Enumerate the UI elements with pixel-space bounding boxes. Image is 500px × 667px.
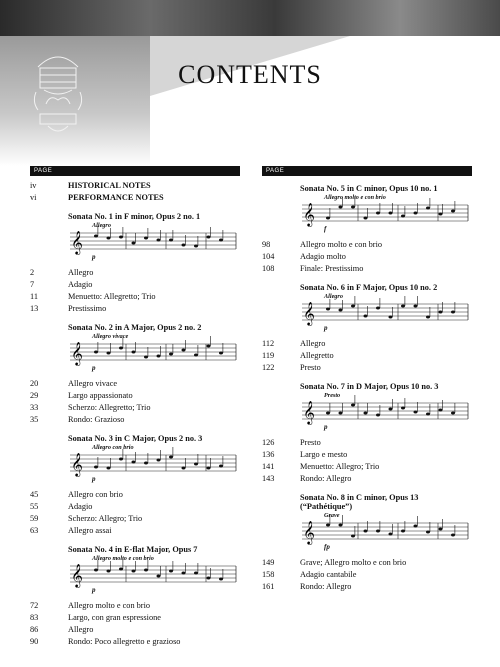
- toc-entry[interactable]: [262, 251, 472, 263]
- toc-entry[interactable]: [30, 390, 240, 402]
- movement-title: Presto: [300, 363, 321, 372]
- toc-entry[interactable]: [262, 449, 472, 461]
- toc-entry[interactable]: [262, 569, 472, 581]
- page-number: 141: [262, 462, 275, 471]
- svg-text:𝄞: 𝄞: [303, 400, 315, 424]
- page-column-header: PAGE: [262, 166, 472, 176]
- page-column-header: PAGE: [30, 166, 240, 176]
- sonata-block: [262, 184, 472, 275]
- page-number: 13: [30, 304, 39, 313]
- movement-list: [30, 489, 240, 537]
- sonata-block: [30, 434, 240, 537]
- toc-entry[interactable]: [30, 624, 240, 636]
- svg-text:𝄞: 𝄞: [303, 301, 315, 325]
- tempo-marking: Allegro vivace: [92, 333, 129, 340]
- tempo-marking: Allegro: [324, 293, 343, 300]
- sonata-title[interactable]: Sonata No. 2 in A Major, Opus 2 no. 2: [68, 323, 202, 332]
- svg-text:𝄞: 𝄞: [303, 520, 315, 544]
- movement-title: Allegro vivace: [68, 379, 118, 388]
- movement-title: Rondo: Poco allegretto e grazioso: [68, 637, 181, 646]
- dynamic-marking: fp: [324, 543, 330, 551]
- toc-entry[interactable]: [262, 437, 472, 449]
- sonata-block: [30, 212, 240, 315]
- toc-entry[interactable]: [262, 239, 472, 251]
- page-number: 149: [262, 558, 275, 567]
- movement-title: Menuetto: Allegretto; Trio: [68, 292, 156, 301]
- sonata-title[interactable]: Sonata No. 7 in D Major, Opus 10 no. 3: [300, 382, 439, 391]
- toc-entry[interactable]: [30, 636, 240, 648]
- tempo-marking: Allegro: [92, 222, 111, 229]
- movement-title: Adagio: [68, 280, 93, 289]
- movement-list: [30, 378, 240, 426]
- movement-title: Allegretto: [300, 351, 334, 360]
- page-number: 86: [30, 625, 39, 634]
- toc-entry[interactable]: [30, 180, 240, 192]
- page-number: 119: [262, 351, 275, 360]
- tempo-marking: Allegro molto e con brio: [324, 194, 386, 201]
- tempo-marking: Allegro con brio: [92, 444, 134, 451]
- page-number: 45: [30, 490, 39, 499]
- music-incipit: [300, 391, 472, 435]
- movement-title: Allegro con brio: [68, 490, 123, 499]
- publisher-seal-logo: [28, 42, 88, 142]
- movement-title: Finale: Prestissimo: [300, 264, 364, 273]
- music-incipit: [68, 221, 240, 265]
- page-number: 143: [262, 474, 275, 483]
- toc-entry[interactable]: [30, 513, 240, 525]
- toc-entry[interactable]: [262, 473, 472, 485]
- dynamic-marking: p: [92, 586, 96, 594]
- page-number: 59: [30, 514, 39, 523]
- contents-column-right: [262, 166, 472, 593]
- movement-title: Scherzo: Allegretto; Trio: [68, 403, 151, 412]
- page-number: 55: [30, 502, 39, 511]
- movement-title: Presto: [300, 438, 321, 447]
- music-incipit: [300, 511, 472, 555]
- svg-text:𝄞: 𝄞: [71, 341, 83, 365]
- page-number: 158: [262, 570, 275, 579]
- page-number: 2: [30, 268, 35, 277]
- page-number: 98: [262, 240, 271, 249]
- movement-list: [262, 557, 472, 593]
- movement-title: Allegro molto e con brio: [300, 240, 383, 249]
- toc-entry[interactable]: [30, 279, 240, 291]
- movement-title: Largo appassionato: [68, 391, 133, 400]
- music-incipit: [300, 292, 472, 336]
- entry-title: PERFORMANCE NOTES: [68, 193, 164, 202]
- music-incipit: [68, 554, 240, 598]
- page-title: CONTENTS: [178, 60, 322, 89]
- dynamic-marking: f: [324, 225, 327, 233]
- movement-title: Allegro: [68, 268, 94, 277]
- toc-entry[interactable]: [30, 525, 240, 537]
- toc-entry[interactable]: [30, 192, 240, 204]
- movement-title: Grave; Allegro molto e con brio: [300, 558, 407, 567]
- sonata-block: [262, 493, 472, 593]
- movement-title: Allegro assai: [68, 526, 112, 535]
- movement-title: Adagio molto: [300, 252, 346, 261]
- svg-text:𝄞: 𝄞: [303, 202, 315, 226]
- page-number: 112: [262, 339, 275, 348]
- toc-entry[interactable]: [262, 263, 472, 275]
- movement-title: Largo e mesto: [300, 450, 348, 459]
- dynamic-marking: p: [92, 253, 96, 261]
- page-number: 104: [262, 252, 275, 261]
- page-number: 7: [30, 280, 35, 289]
- page-number: 33: [30, 403, 39, 412]
- music-incipit: [68, 443, 240, 487]
- toc-entry[interactable]: [262, 581, 472, 593]
- header-band: [0, 0, 500, 36]
- sonata-list-left: [30, 212, 240, 648]
- page-number: iv: [30, 181, 37, 190]
- movement-title: Rondo: Allegro: [300, 474, 352, 483]
- page-number: 29: [30, 391, 39, 400]
- page-number: 63: [30, 526, 39, 535]
- dynamic-marking: p: [92, 364, 96, 372]
- page-number: 90: [30, 637, 39, 646]
- dynamic-marking: p: [324, 324, 328, 332]
- toc-entry[interactable]: [30, 267, 240, 279]
- page-number: 108: [262, 264, 275, 273]
- movement-list: [262, 338, 472, 374]
- sonata-list-right: [262, 184, 472, 593]
- tempo-marking: Presto: [324, 392, 341, 399]
- movement-list: [30, 600, 240, 648]
- page-number: 11: [30, 292, 38, 301]
- movement-title: Menuetto: Allegro; Trio: [300, 462, 380, 471]
- movement-list: [262, 437, 472, 485]
- svg-text:𝄞: 𝄞: [71, 452, 83, 476]
- tempo-marking: Allegro molto e con brio: [92, 555, 154, 562]
- svg-text:𝄞: 𝄞: [71, 563, 83, 587]
- movement-title: Largo, con gran espressione: [68, 613, 161, 622]
- page-number: 35: [30, 415, 39, 424]
- music-incipit: [300, 193, 472, 237]
- movement-title: Scherzo: Allegro; Trio: [68, 514, 143, 523]
- toc-entry[interactable]: [262, 350, 472, 362]
- tempo-marking: Grave: [324, 512, 340, 519]
- movement-title: Allegro: [68, 625, 94, 634]
- front-matter-list: [30, 180, 240, 204]
- toc-entry[interactable]: [30, 402, 240, 414]
- toc-entry[interactable]: [30, 378, 240, 390]
- page-number: 136: [262, 450, 275, 459]
- sonata-block: [30, 323, 240, 426]
- toc-entry[interactable]: [30, 600, 240, 612]
- svg-text:𝄞: 𝄞: [71, 230, 83, 254]
- sonata-block: [262, 283, 472, 374]
- movement-title: Allegro molto e con brio: [68, 601, 151, 610]
- page-number: 161: [262, 582, 275, 591]
- page-number: 20: [30, 379, 39, 388]
- toc-entry[interactable]: [262, 338, 472, 350]
- page-number: 126: [262, 438, 275, 447]
- toc-entry[interactable]: [30, 291, 240, 303]
- page-number: vi: [30, 193, 37, 202]
- contents-column-left: [30, 166, 240, 648]
- sonata-block: [262, 382, 472, 485]
- sonata-title[interactable]: Sonata No. 5 in C minor, Opus 10 no. 1: [300, 184, 438, 193]
- toc-entry[interactable]: [30, 414, 240, 426]
- dynamic-marking: p: [92, 475, 96, 483]
- dynamic-marking: p: [324, 423, 328, 431]
- page-number: 83: [30, 613, 39, 622]
- toc-entry[interactable]: [30, 612, 240, 624]
- entry-title: HISTORICAL NOTES: [68, 181, 151, 190]
- movement-title: Adagio: [68, 502, 93, 511]
- toc-entry[interactable]: [30, 501, 240, 513]
- movement-title: Rondo: Grazioso: [68, 415, 125, 424]
- sonata-block: [30, 545, 240, 648]
- sonata-title[interactable]: Sonata No. 8 in C minor, Opus 13 (“Pathétique”): [300, 493, 419, 511]
- movement-title: Prestissimo: [68, 304, 107, 313]
- sonata-title[interactable]: Sonata No. 6 in F Major, Opus 10 no. 2: [300, 283, 438, 292]
- toc-entry[interactable]: [30, 303, 240, 315]
- music-incipit: [68, 332, 240, 376]
- movement-list: [262, 239, 472, 275]
- movement-title: Rondo: Allegro: [300, 582, 352, 591]
- movement-list: [30, 267, 240, 315]
- toc-entry[interactable]: [30, 489, 240, 501]
- sonata-title[interactable]: Sonata No. 3 in C Major, Opus 2 no. 3: [68, 434, 203, 443]
- toc-entry[interactable]: [262, 461, 472, 473]
- sonata-title[interactable]: Sonata No. 4 in E-flat Major, Opus 7: [68, 545, 198, 554]
- movement-title: Adagio cantabile: [300, 570, 357, 579]
- movement-title: Allegro: [300, 339, 326, 348]
- page-number: 72: [30, 601, 39, 610]
- toc-entry[interactable]: [262, 557, 472, 569]
- page-number: 122: [262, 363, 275, 372]
- toc-entry[interactable]: [262, 362, 472, 374]
- sonata-title[interactable]: Sonata No. 1 in F minor, Opus 2 no. 1: [68, 212, 201, 221]
